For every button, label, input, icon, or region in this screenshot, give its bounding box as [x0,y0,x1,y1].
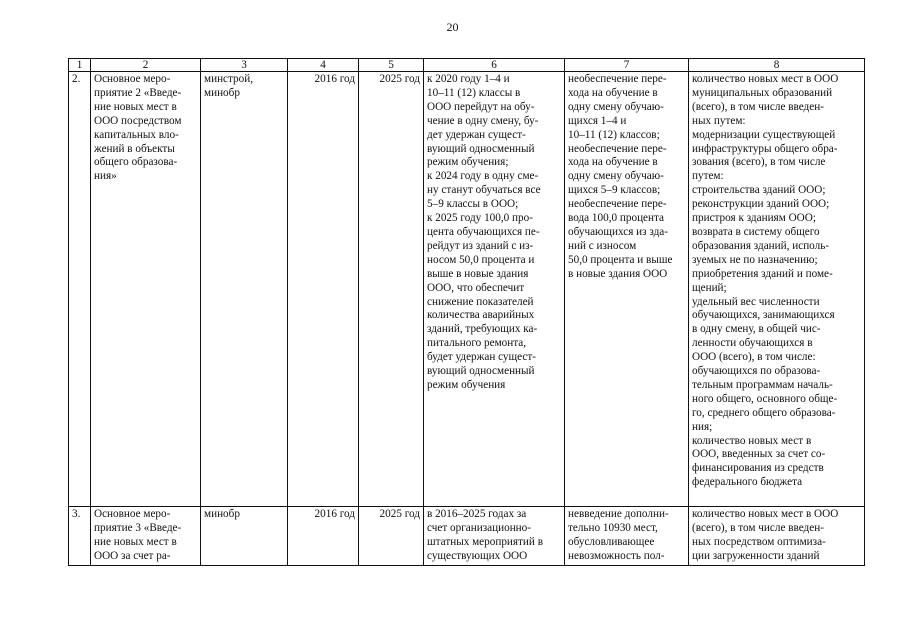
table-header-row [69,59,865,72]
executor: минстрой, минобр [201,72,288,507]
column-header: 8 [689,59,865,72]
column-header: 3 [201,59,288,72]
expected-result: в 2016–2025 годах за счет организационно- штатных мероприятий в существующих ООО [424,507,565,566]
row-number: 3. [69,507,91,566]
column-header: 2 [91,59,201,72]
column-header: 4 [288,59,359,72]
page-number: 20 [446,20,459,34]
non-implementation-consequences: необеспечение пере- хода на обучение в одну смену обучаю- щихся 1–4 и 10–11 (12) классов; необеспечение пере- хода на обучение в одну смену обучаю- щихся 5–9 классов; необеспечение пере- вода 100,0 процента обучающихся из зда- ний с износом 50,0 процента и выше в новые здания ООО [565,72,689,507]
activity-name: Основное меро- приятие 3 «Введе- ние новых мест в ООО за счет ра- [91,507,201,566]
start-year: 2016 год [288,72,359,507]
table-row [69,507,865,566]
end-year: 2025 год [359,507,424,566]
start-year: 2016 год [288,507,359,566]
table-row [69,72,865,507]
column-header: 7 [565,59,689,72]
activity-name: Основное меро- приятие 2 «Введе- ние новых мест в ООО посредством капитальных вло- жений в объекты общего образова- ния» [91,72,201,507]
column-header: 1 [69,59,91,72]
program-table [68,58,865,566]
end-year: 2025 год [359,72,424,507]
row-number: 2. [69,72,91,507]
column-header: 6 [424,59,565,72]
column-header: 5 [359,59,424,72]
non-implementation-consequences: невведение дополни- тельно 10930 мест, обусловливающее невозможность пол- [565,507,689,566]
related-indicators: количество новых мест в ООО муниципальных образований (всего), в том числе введен- ных путем: модернизации существующей инфраструктуры общего обра- зования (всего), в том числе путем: строительства зданий ООО; реконструкции зданий ООО; пристроя к зданиям ООО; возврата в систему общего образования зданий, исполь- зуемых не по назначению; приобретения зданий и поме- щений; удельный вес численности обучающихся, занимающихся в одну смену, в общей чис- ленности обучающихся в ООО (всего), в том числе: обучающихся по образова- тельным программам началь- ного общего, основного обще- го, среднего общего образова- ния; количество новых мест в ООО, введенных за счет со- финансирования из средств федерального бюджета [689,72,865,507]
executor: минобр [201,507,288,566]
expected-result: к 2020 году 1–4 и 10–11 (12) классы в ООО перейдут на обу- чение в одну смену, бу- дет удержан сущест- вующий односменный режим обучения; к 2024 году в одну сме- ну станут обучаться все 5–9 классы в ООО; к 2025 году 100,0 про- цента обучающихся пе- рейдут из зданий с из- носом 50,0 процента и выше в новые здания ООО, что обеспечит снижение показателей количества аварийных зданий, требующих ка- питального ремонта, будет удержан сущест- вующий односменный режим обучения [424,72,565,507]
related-indicators: количество новых мест в ООО (всего), в том числе введен- ных посредством оптимиза- ции загруженности зданий [689,507,865,566]
